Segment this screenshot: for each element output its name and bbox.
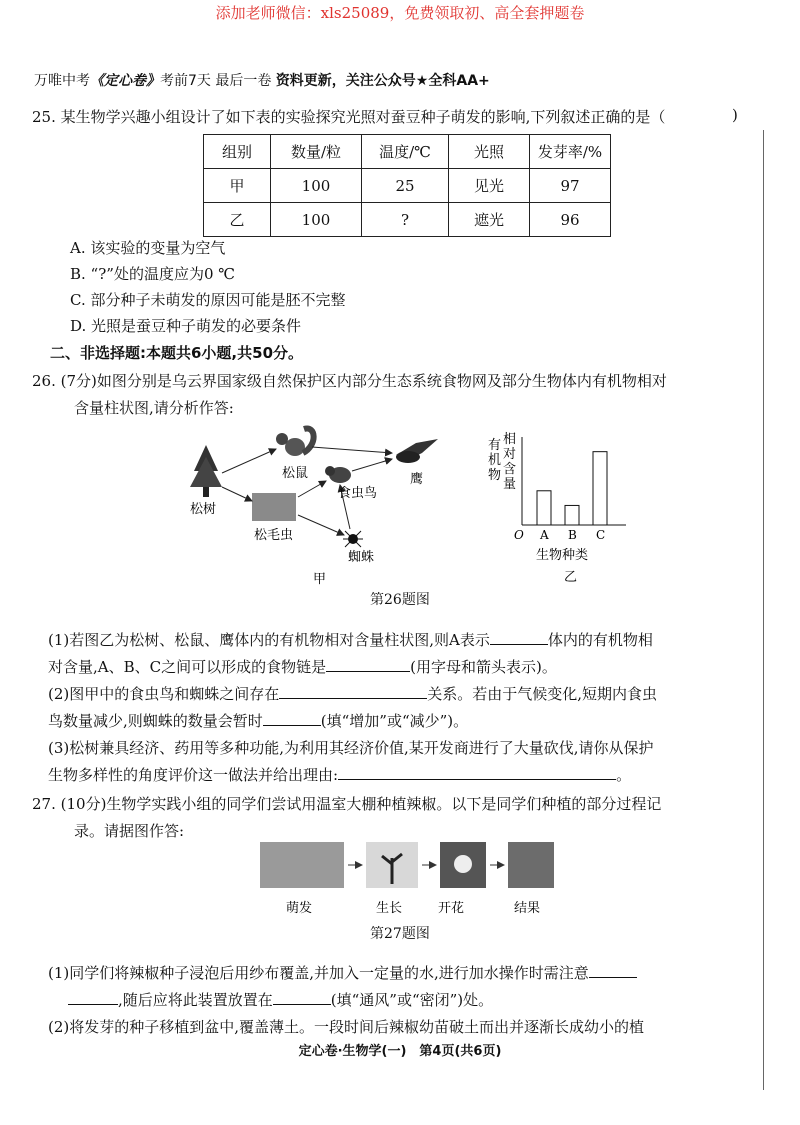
q26-sub1-text-a: (1)若图乙为松树、松鼠、鹰体内的有机物相对含量柱状图,则A表示 <box>48 631 490 649</box>
q25-option-b: B. “?”处的温度应为0 ℃ <box>70 265 236 283</box>
answer-blank[interactable] <box>279 682 427 699</box>
watermark: 添加老师微信：xls25089，免费领取初、高全套押题卷 <box>215 4 585 22</box>
caterpillar-photo <box>252 493 296 521</box>
q26-sub1 <box>48 627 760 681</box>
q26-number: 26. <box>32 372 56 390</box>
fruiting-photo <box>508 842 554 888</box>
bar-B <box>565 505 579 525</box>
q27-number: 27. <box>32 795 56 813</box>
answer-blank[interactable] <box>263 709 321 726</box>
q26-sub3-text-c: 。 <box>616 766 632 784</box>
table-cell: 25 <box>362 169 449 203</box>
table-cell: 100 <box>271 169 362 203</box>
arrow-squirrel-hawk <box>312 447 392 453</box>
table-cell: 97 <box>530 169 611 203</box>
q26-sub2-text-c: 鸟数量减少,则蜘蛛的数量会暂时 <box>48 712 263 730</box>
arrow-pine-caterpillar <box>222 487 252 501</box>
table-header-cell: 温度/℃ <box>362 135 449 169</box>
chart-ylabel <box>488 431 516 492</box>
table-cell: 见光 <box>449 169 530 203</box>
y-label-char: 有 <box>488 438 502 453</box>
label-pine: 松树 <box>190 502 217 517</box>
q26-sub3-text-b: 生物多样性的角度评价这一做法并给出理由: <box>48 766 339 784</box>
arrow-pine-squirrel <box>222 449 276 473</box>
table-row <box>204 169 611 203</box>
answer-blank[interactable] <box>589 961 637 978</box>
label-squirrel: 松鼠 <box>282 466 309 481</box>
q25-number: 25. <box>32 108 56 126</box>
q26-sub2-text-a: (2)图甲中的食虫鸟和蜘蛛之间存在 <box>48 685 280 703</box>
q26-caption: 第26题图 <box>370 592 430 608</box>
q27-stem-line1: (10分)生物学实践小组的同学们尝试用温室大棚种植辣椒。以下是同学们种植的部分过程记 <box>60 795 662 813</box>
squirrel-icon <box>276 428 314 456</box>
y-label-char: 物 <box>488 468 502 483</box>
answer-blank[interactable] <box>338 763 616 780</box>
header-brand: 万唯中考 <box>34 73 90 89</box>
chart-origin: O <box>514 528 524 542</box>
q26-sub2-text-d: (填“增加”或“减少”)。 <box>320 712 469 730</box>
q26-sub1-text-c: 对含量,A、B、C之间可以形成的食物链是 <box>48 658 327 676</box>
y-label-char: 量 <box>503 477 517 492</box>
page-footer: 定心卷·生物学(一) 第4页(共6页) <box>298 1044 502 1059</box>
q27-sub1-text-c: (填“通风”或“密闭”)处。 <box>330 991 494 1009</box>
q26-sub2 <box>48 681 760 735</box>
stage-label: 结果 <box>514 901 541 916</box>
q27-sub1-text-a: (1)同学们将辣椒种子浸泡后用纱布覆盖,并加入一定量的水,进行加水操作时需注意 <box>48 964 589 982</box>
q25-text: 某生物学兴趣小组设计了如下表的实验探究光照对蚕豆种子萌发的影响,下列叙述正确的是（ <box>60 108 666 126</box>
answer-blank[interactable] <box>490 628 548 645</box>
y-label-char: 对 <box>503 447 517 462</box>
table-row <box>204 203 611 237</box>
chart-panel-label: 乙 <box>564 570 578 585</box>
food-web-figure <box>170 425 460 585</box>
q27-stem <box>32 791 762 845</box>
arrow-caterpillar-spider <box>298 515 344 535</box>
q26-sub3-text-a: (3)松树兼具经济、药用等多种功能,为利用其经济价值,某开发商进行了大量砍伐,请你从保护 <box>48 739 654 757</box>
pine-tree-icon <box>190 445 222 497</box>
q25-paren: ) <box>732 106 738 124</box>
spider-icon <box>343 531 363 547</box>
insectivore-bird-icon <box>325 466 351 483</box>
table-header-row <box>204 135 611 169</box>
q27-caption: 第27题图 <box>370 926 430 942</box>
q26-sub1-text-d: (用字母和箭头表示)。 <box>410 658 557 676</box>
chart-xlabel: 生物种类 <box>536 548 589 563</box>
q27-stem-line2: 录。请据图作答: <box>74 822 185 840</box>
stage-label: 生长 <box>376 901 403 916</box>
q26-sub1-text-b: 体内的有机物相 <box>547 631 653 649</box>
q25-option-c: C. 部分种子未萌发的原因可能是胚不完整 <box>70 291 346 309</box>
stage-label: 开花 <box>438 901 465 916</box>
table-header-cell: 组别 <box>204 135 271 169</box>
header-right: 资料更新，关注公众号★全科AA+ <box>275 73 490 89</box>
table-cell: 100 <box>271 203 362 237</box>
hawk-icon <box>396 439 438 463</box>
q26-sub3 <box>48 735 760 789</box>
label-spider: 蜘蛛 <box>348 550 375 565</box>
q25-stem <box>32 106 665 127</box>
section-title: 二、非选择题:本题共6小题,共50分。 <box>50 344 304 362</box>
q26-sub2-text-b: 关系。若由于气候变化,短期内食虫 <box>427 685 658 703</box>
q25-option-d: D. 光照是蚕豆种子萌发的必要条件 <box>70 317 302 335</box>
x-tick-label: B <box>568 528 577 542</box>
bar-C <box>593 452 607 525</box>
label-panel-a: 甲 <box>313 572 327 585</box>
pepper-process-figure <box>258 840 558 922</box>
q25-option-a: A. 该实验的变量为空气 <box>70 239 226 257</box>
answer-blank[interactable] <box>68 988 118 1005</box>
label-bird: 食虫鸟 <box>338 486 378 501</box>
y-label-char: 机 <box>488 453 502 468</box>
q26-stem-line2: 含量柱状图,请分析作答: <box>74 399 234 417</box>
bar-chart <box>478 425 648 590</box>
table-cell: 乙 <box>204 203 271 237</box>
table-cell: 遮光 <box>449 203 530 237</box>
answer-blank[interactable] <box>326 655 410 672</box>
answer-blank[interactable] <box>273 988 331 1005</box>
table-header-cell: 发芽率/% <box>530 135 611 169</box>
x-tick-label: A <box>540 528 549 542</box>
y-label-char: 含 <box>503 462 517 477</box>
table-header-cell: 数量/粒 <box>271 135 362 169</box>
arrow-caterpillar-bird <box>298 481 326 497</box>
germination-photo <box>260 842 344 888</box>
q27-sub2: (2)将发芽的种子移植到盆中,覆盖薄土。一段时间后辣椒幼苗破土而出并逐渐长成幼小的植 <box>48 1018 645 1036</box>
table-cell: 96 <box>530 203 611 237</box>
q27-sub1 <box>48 960 760 1014</box>
q25-table <box>203 134 611 237</box>
margin-line <box>763 130 764 1090</box>
q26-stem <box>32 368 762 422</box>
page-header <box>34 70 490 90</box>
y-label-char: 相 <box>503 432 517 447</box>
table-cell: ? <box>362 203 449 237</box>
header-title: 《定心卷》 <box>90 73 160 89</box>
header-mid: 考前7天 最后一卷 <box>160 73 276 89</box>
q27-sub1-text-b: ,随后应将此装置放置在 <box>118 991 273 1009</box>
x-tick-label: C <box>596 528 606 542</box>
table-cell: 甲 <box>204 169 271 203</box>
q26-stem-line1: (7分)如图分别是乌云界国家级自然保护区内部分生态系统食物网及部分生物体内有机物相对 <box>60 372 667 390</box>
flower-icon <box>454 855 472 873</box>
stage-label: 萌发 <box>286 901 313 916</box>
label-hawk: 鹰 <box>410 472 424 487</box>
label-caterpillar: 松毛虫 <box>254 528 294 543</box>
bar-A <box>537 491 551 525</box>
arrow-bird-hawk <box>352 459 392 471</box>
table-header-cell: 光照 <box>449 135 530 169</box>
